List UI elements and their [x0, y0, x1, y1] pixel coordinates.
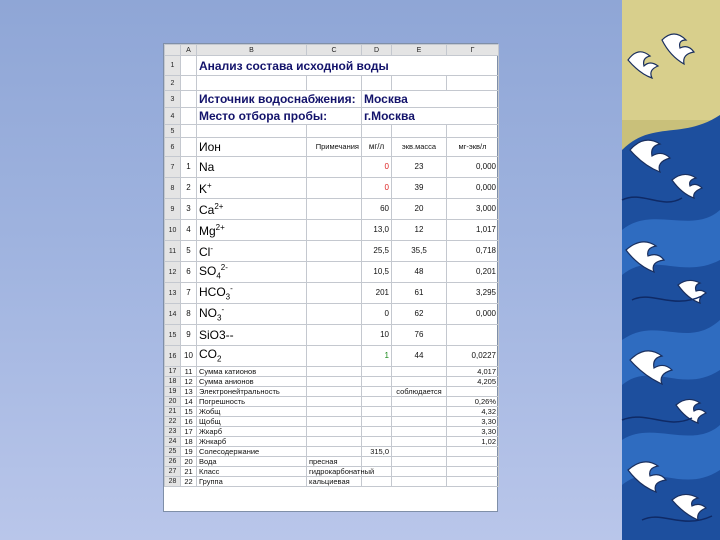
ion-charge: 2- — [220, 262, 228, 272]
ion-name[interactable] — [197, 325, 307, 346]
ion-eq[interactable]: 76 — [392, 325, 447, 346]
summary-d[interactable] — [362, 367, 392, 377]
ion-eq[interactable]: 44 — [392, 346, 447, 367]
row-header[interactable]: 11 — [165, 241, 181, 262]
ion-mg[interactable]: 1 — [362, 346, 392, 367]
summary-g[interactable]: 3,30 — [447, 417, 499, 427]
ion-symbol: HCO — [199, 284, 226, 299]
row-header[interactable]: 5 — [165, 125, 181, 138]
ion-symbol: K — [199, 181, 208, 196]
summary-g[interactable]: 4,32 — [447, 407, 499, 417]
summary-e[interactable] — [392, 417, 447, 427]
row-header[interactable]: 25 — [165, 447, 181, 457]
table-row — [165, 91, 499, 108]
column-header-row — [165, 45, 499, 56]
row-header[interactable]: 19 — [165, 387, 181, 397]
header-meq[interactable]: мг-экв/л — [447, 138, 499, 157]
summary-g[interactable]: 1,02 — [447, 437, 499, 447]
ion-name[interactable] — [197, 157, 307, 178]
ion-index[interactable]: 4 — [181, 220, 197, 241]
row-header[interactable]: 20 — [165, 397, 181, 407]
column-header-g[interactable]: Г — [447, 45, 499, 56]
summary-label[interactable]: Сумма анионов — [197, 377, 307, 387]
ion-note[interactable] — [307, 241, 362, 262]
sheet-title[interactable]: Анализ состава исходной воды — [197, 56, 499, 76]
summary-d[interactable] — [362, 437, 392, 447]
summary-row — [165, 397, 499, 407]
row-header[interactable]: 9 — [165, 199, 181, 220]
summary-index[interactable]: 15 — [181, 407, 197, 417]
table-header-row — [165, 138, 499, 157]
summary-c[interactable] — [307, 417, 362, 427]
ion-meq[interactable]: 0,0227 — [447, 346, 499, 367]
row-header[interactable]: 18 — [165, 377, 181, 387]
ion-mg[interactable]: 13,0 — [362, 220, 392, 241]
ion-row — [165, 283, 499, 304]
column-header-e[interactable]: E — [392, 45, 447, 56]
ion-meq[interactable]: 1,017 — [447, 220, 499, 241]
summary-label[interactable]: Жнкарб — [197, 437, 307, 447]
summary-c[interactable] — [307, 427, 362, 437]
ion-mg[interactable]: 0 — [362, 304, 392, 325]
spreadsheet-grid — [164, 44, 499, 487]
column-header-b[interactable]: B — [197, 45, 307, 56]
summary-row — [165, 467, 499, 477]
ion-meq[interactable]: 0,000 — [447, 157, 499, 178]
column-header-c[interactable]: C — [307, 45, 362, 56]
ion-eq[interactable]: 39 — [392, 178, 447, 199]
ion-eq[interactable]: 61 — [392, 283, 447, 304]
ion-mg[interactable]: 10,5 — [362, 262, 392, 283]
ion-symbol: Ca — [199, 202, 215, 217]
summary-e[interactable]: соблюдается — [392, 387, 447, 397]
ion-name[interactable] — [197, 304, 307, 325]
ion-index[interactable]: 3 — [181, 199, 197, 220]
ion-symbol: Mg — [199, 223, 216, 238]
row-header[interactable]: 8 — [165, 178, 181, 199]
spreadsheet[interactable] — [163, 43, 498, 512]
summary-d[interactable] — [362, 457, 392, 467]
summary-e[interactable] — [392, 477, 447, 487]
summary-g[interactable] — [447, 387, 499, 397]
summary-c[interactable] — [307, 387, 362, 397]
summary-g[interactable]: 0,26% — [447, 397, 499, 407]
ion-row — [165, 346, 499, 367]
summary-g[interactable] — [447, 477, 499, 487]
summary-index[interactable]: 11 — [181, 367, 197, 377]
summary-label[interactable]: Солесодержание — [197, 447, 307, 457]
summary-label[interactable]: Жкарб — [197, 427, 307, 437]
place-value[interactable]: г.Москва — [362, 108, 499, 125]
ion-note[interactable] — [307, 178, 362, 199]
header-eq[interactable]: экв.масса — [392, 138, 447, 157]
source-value[interactable]: Москва — [362, 91, 499, 108]
ion-index[interactable]: 10 — [181, 346, 197, 367]
ion-subscript: 4 — [216, 271, 221, 281]
ion-index[interactable]: 8 — [181, 304, 197, 325]
summary-label[interactable]: Жобщ — [197, 407, 307, 417]
summary-e[interactable] — [392, 367, 447, 377]
ion-index[interactable]: 7 — [181, 283, 197, 304]
ion-name[interactable] — [197, 262, 307, 283]
summary-c[interactable] — [307, 397, 362, 407]
summary-row — [165, 417, 499, 427]
summary-index[interactable]: 20 — [181, 457, 197, 467]
ion-index[interactable]: 9 — [181, 325, 197, 346]
row-header[interactable]: 2 — [165, 76, 181, 91]
summary-label[interactable]: Группа — [197, 477, 307, 487]
table-row — [165, 108, 499, 125]
summary-c[interactable] — [307, 377, 362, 387]
ion-charge: - — [221, 304, 225, 314]
ion-symbol: SiO3-- — [199, 328, 234, 342]
summary-c[interactable] — [307, 447, 362, 457]
corner-cell[interactable] — [165, 45, 181, 56]
ion-charge: 2+ — [215, 222, 225, 232]
ion-mg[interactable]: 60 — [362, 199, 392, 220]
row-header[interactable]: 15 — [165, 325, 181, 346]
ion-rows — [165, 157, 499, 367]
ion-mg[interactable]: 0 — [362, 157, 392, 178]
row-header[interactable]: 6 — [165, 138, 181, 157]
ion-meq[interactable]: 3,000 — [447, 199, 499, 220]
ion-charge: + — [207, 180, 212, 190]
ion-symbol: Na — [199, 160, 215, 174]
ion-meq[interactable]: 0,718 — [447, 241, 499, 262]
ion-symbol: Cl — [199, 244, 211, 259]
ion-mg[interactable]: 0 — [362, 178, 392, 199]
ion-note[interactable] — [307, 199, 362, 220]
summary-index[interactable]: 18 — [181, 437, 197, 447]
row-header[interactable]: 24 — [165, 437, 181, 447]
column-header-a[interactable]: A — [181, 45, 197, 56]
ion-symbol: CO — [199, 347, 217, 362]
row-header[interactable]: 7 — [165, 157, 181, 178]
ion-note[interactable] — [307, 304, 362, 325]
row-header[interactable]: 13 — [165, 283, 181, 304]
summary-row — [165, 447, 499, 457]
ion-note[interactable] — [307, 325, 362, 346]
row-header[interactable]: 27 — [165, 467, 181, 477]
summary-d[interactable] — [362, 397, 392, 407]
row-header[interactable]: 14 — [165, 304, 181, 325]
summary-g[interactable] — [447, 447, 499, 457]
ion-row — [165, 325, 499, 346]
row-header[interactable]: 10 — [165, 220, 181, 241]
ion-name[interactable] — [197, 220, 307, 241]
summary-label[interactable]: Электронейтральность — [197, 387, 307, 397]
row-header[interactable]: 1 — [165, 56, 181, 76]
summary-d[interactable] — [362, 417, 392, 427]
ion-symbol: NO — [199, 305, 217, 320]
row-header[interactable]: 17 — [165, 367, 181, 377]
row-header[interactable]: 16 — [165, 346, 181, 367]
ion-name[interactable] — [197, 283, 307, 304]
ion-symbol: SO — [199, 263, 217, 278]
summary-rows — [165, 367, 499, 487]
ion-mg[interactable]: 25,5 — [362, 241, 392, 262]
ion-name[interactable] — [197, 346, 307, 367]
summary-g[interactable]: 3,30 — [447, 427, 499, 437]
summary-label[interactable]: Класс — [197, 467, 307, 477]
ion-index[interactable]: 1 — [181, 157, 197, 178]
summary-e[interactable] — [392, 447, 447, 457]
ion-eq[interactable]: 12 — [392, 220, 447, 241]
ion-row — [165, 220, 499, 241]
row-header[interactable]: 28 — [165, 477, 181, 487]
summary-index[interactable]: 16 — [181, 417, 197, 427]
ion-name[interactable] — [197, 199, 307, 220]
summary-e[interactable] — [392, 437, 447, 447]
ion-row — [165, 199, 499, 220]
summary-label[interactable]: Вода — [197, 457, 307, 467]
summary-row — [165, 387, 499, 397]
wave-decoration-image — [622, 0, 720, 540]
ion-note[interactable] — [307, 283, 362, 304]
summary-row — [165, 427, 499, 437]
summary-index[interactable]: 22 — [181, 477, 197, 487]
summary-g[interactable] — [447, 467, 499, 477]
summary-g[interactable]: 4,205 — [447, 377, 499, 387]
row-header[interactable]: 12 — [165, 262, 181, 283]
table-row — [165, 56, 499, 76]
summary-index[interactable]: 13 — [181, 387, 197, 397]
ion-subscript: 3 — [225, 292, 231, 302]
summary-c[interactable] — [307, 437, 362, 447]
source-label[interactable]: Источник водоснабжения: — [197, 91, 362, 108]
ion-charge: - — [230, 283, 233, 293]
summary-index[interactable]: 14 — [181, 397, 197, 407]
ion-eq[interactable]: 35,5 — [392, 241, 447, 262]
row-header[interactable]: 26 — [165, 457, 181, 467]
summary-g[interactable]: 4,017 — [447, 367, 499, 377]
row-header[interactable]: 3 — [165, 91, 181, 108]
row-header[interactable]: 21 — [165, 407, 181, 417]
summary-index[interactable]: 19 — [181, 447, 197, 457]
row-header[interactable]: 23 — [165, 427, 181, 437]
ion-row — [165, 262, 499, 283]
ion-name[interactable] — [197, 241, 307, 262]
ion-charge: 2+ — [214, 201, 224, 211]
summary-c[interactable]: пресная — [307, 457, 362, 467]
summary-d[interactable] — [362, 407, 392, 417]
summary-index[interactable]: 12 — [181, 377, 197, 387]
summary-d[interactable] — [362, 427, 392, 437]
summary-e[interactable] — [392, 457, 447, 467]
summary-row — [165, 367, 499, 377]
ion-mg[interactable]: 201 — [362, 283, 392, 304]
summary-index[interactable]: 21 — [181, 467, 197, 477]
header-mg[interactable]: мг/л — [362, 138, 392, 157]
ion-eq[interactable]: 23 — [392, 157, 447, 178]
ion-eq[interactable]: 62 — [392, 304, 447, 325]
ion-charge: - — [210, 243, 214, 253]
header-ion[interactable]: Ион — [197, 138, 307, 157]
summary-e[interactable] — [392, 377, 447, 387]
summary-e[interactable] — [392, 397, 447, 407]
summary-row — [165, 477, 499, 487]
ion-meq[interactable] — [447, 325, 499, 346]
summary-index[interactable]: 17 — [181, 427, 197, 437]
row-header[interactable]: 22 — [165, 417, 181, 427]
column-header-d[interactable]: D — [362, 45, 392, 56]
summary-row — [165, 407, 499, 417]
summary-c[interactable]: кальциевая — [307, 477, 362, 487]
ion-meq[interactable]: 0,000 — [447, 178, 499, 199]
summary-e[interactable] — [392, 407, 447, 417]
ion-note[interactable] — [307, 220, 362, 241]
ion-note[interactable] — [307, 346, 362, 367]
ion-index[interactable]: 2 — [181, 178, 197, 199]
summary-d[interactable] — [362, 387, 392, 397]
ion-row — [165, 241, 499, 262]
ion-subscript: 3 — [217, 313, 222, 323]
ion-mg[interactable]: 10 — [362, 325, 392, 346]
ion-index[interactable]: 5 — [181, 241, 197, 262]
ion-subscript: 2 — [217, 354, 222, 364]
summary-row — [165, 457, 499, 467]
ion-eq[interactable]: 20 — [392, 199, 447, 220]
summary-row — [165, 437, 499, 447]
table-row — [165, 125, 499, 138]
summary-d[interactable] — [362, 377, 392, 387]
summary-d[interactable]: 315,0 — [362, 447, 392, 457]
summary-row — [165, 377, 499, 387]
summary-label[interactable]: Щобщ — [197, 417, 307, 427]
ion-meq[interactable]: 3,295 — [447, 283, 499, 304]
summary-c[interactable] — [307, 367, 362, 377]
ion-meq[interactable]: 0,000 — [447, 304, 499, 325]
ion-note[interactable] — [307, 262, 362, 283]
ion-index[interactable]: 6 — [181, 262, 197, 283]
summary-c[interactable] — [307, 407, 362, 417]
place-label[interactable]: Место отбора пробы: — [197, 108, 362, 125]
summary-e[interactable] — [392, 427, 447, 437]
ion-row — [165, 304, 499, 325]
summary-label[interactable]: Погрешность — [197, 397, 307, 407]
row-header[interactable]: 4 — [165, 108, 181, 125]
summary-c[interactable]: гидрокарбонатный — [307, 467, 362, 477]
ion-name[interactable] — [197, 178, 307, 199]
summary-d[interactable] — [362, 477, 392, 487]
summary-label[interactable]: Сумма катионов — [197, 367, 307, 377]
summary-e[interactable] — [392, 467, 447, 477]
ion-row — [165, 157, 499, 178]
ion-row — [165, 178, 499, 199]
summary-g[interactable] — [447, 457, 499, 467]
table-row — [165, 76, 499, 91]
header-note[interactable]: Примечания — [307, 138, 362, 157]
ion-eq[interactable]: 48 — [392, 262, 447, 283]
ion-meq[interactable]: 0,201 — [447, 262, 499, 283]
ion-note[interactable] — [307, 157, 362, 178]
